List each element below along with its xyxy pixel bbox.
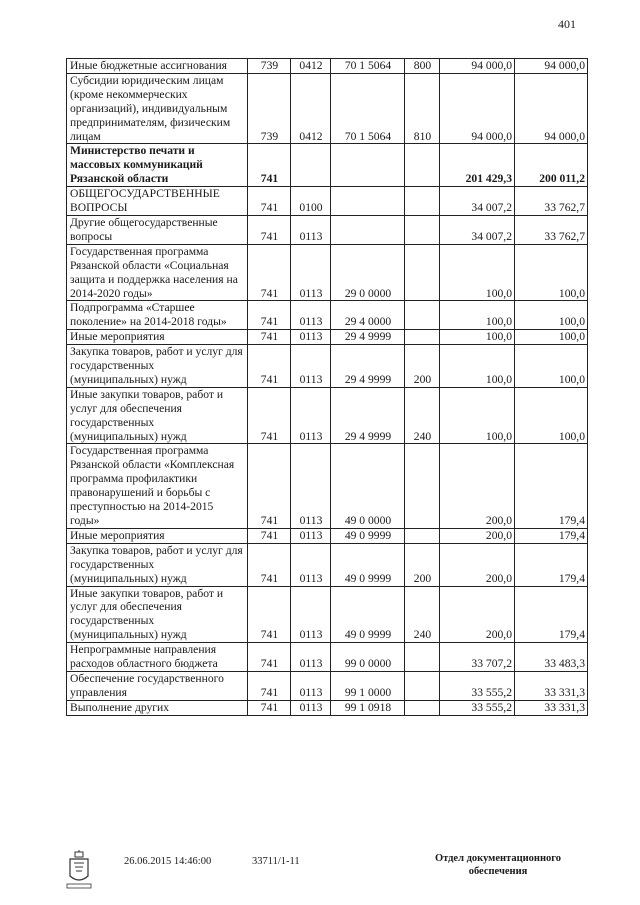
row-target-article: 49 0 0000: [331, 444, 405, 528]
row-amount-2: 33 483,3: [515, 643, 588, 672]
row-name: Закупка товаров, работ и услуг для государственных (муниципальных) нужд: [67, 543, 248, 586]
footer-document-code: 33711/1-11: [252, 856, 300, 867]
row-amount-2: 100,0: [515, 301, 588, 330]
row-name: Непрограммные направления расходов областного бюджета: [67, 643, 248, 672]
table-row: [67, 444, 588, 528]
row-amount-1: 100,0: [440, 330, 515, 345]
row-expense-type: [405, 528, 440, 543]
row-name: Выполнение других: [67, 700, 248, 715]
row-name: ОБЩЕГОСУДАРСТВЕННЫЕ ВОПРОСЫ: [67, 187, 248, 216]
row-amount-1: 100,0: [440, 244, 515, 301]
table-row: [67, 586, 588, 643]
table-row: [67, 543, 588, 586]
row-target-article: 29 4 9999: [331, 330, 405, 345]
row-target-article: 99 0 0000: [331, 643, 405, 672]
table-row: [67, 700, 588, 715]
row-expense-type: [405, 700, 440, 715]
row-ved: 741: [248, 187, 291, 216]
table-row: [67, 301, 588, 330]
coat-of-arms-icon: [66, 850, 92, 890]
row-name: Иные закупки товаров, работ и услуг для обеспечения государственных (муниципальных) нужд: [67, 387, 248, 444]
row-name: Обеспечение государственного управления: [67, 671, 248, 700]
row-target-article: 70 1 5064: [331, 59, 405, 74]
row-target-article: 29 0 0000: [331, 244, 405, 301]
row-section: 0113: [291, 244, 331, 301]
row-section: [291, 144, 331, 187]
row-amount-2: 100,0: [515, 330, 588, 345]
row-amount-1: 34 007,2: [440, 215, 515, 244]
row-ved: 741: [248, 700, 291, 715]
row-expense-type: [405, 330, 440, 345]
row-amount-1: 100,0: [440, 345, 515, 388]
row-ved: 741: [248, 444, 291, 528]
row-expense-type: [405, 244, 440, 301]
row-expense-type: [405, 671, 440, 700]
row-amount-1: 200,0: [440, 543, 515, 586]
row-amount-2: 179,4: [515, 528, 588, 543]
table-row: [67, 330, 588, 345]
row-section: 0412: [291, 59, 331, 74]
row-ved: 741: [248, 215, 291, 244]
row-amount-1: 34 007,2: [440, 187, 515, 216]
row-amount-1: 100,0: [440, 301, 515, 330]
row-amount-1: 200,0: [440, 444, 515, 528]
row-name: Закупка товаров, работ и услуг для государственных (муниципальных) нужд: [67, 345, 248, 388]
footer-date: 26.06.2015 14:46:00: [124, 856, 212, 867]
row-amount-2: 100,0: [515, 244, 588, 301]
table-row: [67, 215, 588, 244]
table-row: [67, 187, 588, 216]
row-name: Иные мероприятия: [67, 330, 248, 345]
row-target-article: 29 4 9999: [331, 345, 405, 388]
budget-table-body: [67, 59, 588, 716]
row-target-article: 99 1 0000: [331, 671, 405, 700]
row-expense-type: [405, 444, 440, 528]
row-section: 0412: [291, 73, 331, 144]
row-amount-1: 33 555,2: [440, 671, 515, 700]
row-amount-2: 100,0: [515, 345, 588, 388]
row-expense-type: [405, 144, 440, 187]
row-target-article: 70 1 5064: [331, 73, 405, 144]
row-amount-1: 94 000,0: [440, 59, 515, 74]
footer-department-line2: обеспечения: [468, 866, 528, 877]
row-ved: 741: [248, 330, 291, 345]
row-ved: 741: [248, 144, 291, 187]
row-expense-type: [405, 215, 440, 244]
table-row: [67, 387, 588, 444]
table-row: [67, 671, 588, 700]
row-ved: 741: [248, 671, 291, 700]
table-row: [67, 244, 588, 301]
row-target-article: [331, 144, 405, 187]
row-amount-1: 200,0: [440, 528, 515, 543]
row-expense-type: 240: [405, 586, 440, 643]
row-amount-2: 179,4: [515, 543, 588, 586]
row-amount-2: 179,4: [515, 586, 588, 643]
row-ved: 741: [248, 586, 291, 643]
row-amount-2: 179,4: [515, 444, 588, 528]
row-target-article: 49 0 9999: [331, 586, 405, 643]
row-amount-2: 200 011,2: [515, 144, 588, 187]
row-amount-1: 94 000,0: [440, 73, 515, 144]
row-target-article: 49 0 9999: [331, 528, 405, 543]
row-section: 0113: [291, 387, 331, 444]
page-footer: [0, 850, 640, 900]
row-amount-2: 33 762,7: [515, 215, 588, 244]
row-name: Государственная программа Рязанской области «Социальная защита и поддержка населения на 2014-2020 годы»: [67, 244, 248, 301]
row-section: 0113: [291, 330, 331, 345]
row-expense-type: [405, 643, 440, 672]
row-name: Другие общегосударственные вопросы: [67, 215, 248, 244]
row-section: 0113: [291, 586, 331, 643]
row-section: 0100: [291, 187, 331, 216]
row-section: 0113: [291, 671, 331, 700]
row-section: 0113: [291, 345, 331, 388]
table-row: [67, 144, 588, 187]
row-target-article: 49 0 9999: [331, 543, 405, 586]
row-section: 0113: [291, 444, 331, 528]
row-section: 0113: [291, 700, 331, 715]
row-section: 0113: [291, 215, 331, 244]
budget-table: [66, 58, 588, 716]
row-section: 0113: [291, 643, 331, 672]
row-section: 0113: [291, 543, 331, 586]
row-amount-1: 201 429,3: [440, 144, 515, 187]
row-amount-2: 33 331,3: [515, 671, 588, 700]
table-row: [67, 73, 588, 144]
table-row: [67, 528, 588, 543]
row-name: Иные закупки товаров, работ и услуг для обеспечения государственных (муниципальных) нужд: [67, 586, 248, 643]
page-number: 401: [558, 17, 576, 31]
row-expense-type: 810: [405, 73, 440, 144]
row-expense-type: [405, 187, 440, 216]
row-amount-2: 94 000,0: [515, 73, 588, 144]
row-ved: 739: [248, 73, 291, 144]
row-expense-type: 800: [405, 59, 440, 74]
row-name: Субсидии юридическим лицам (кроме некоммерческих организаций), индивидуальным предпринимателям, физическим лицам: [67, 73, 248, 144]
row-name: Иные мероприятия: [67, 528, 248, 543]
row-amount-2: 33 331,3: [515, 700, 588, 715]
row-expense-type: 240: [405, 387, 440, 444]
row-section: 0113: [291, 301, 331, 330]
row-name: Подпрограмма «Старшее поколение» на 2014-2018 годы»: [67, 301, 248, 330]
table-row: [67, 59, 588, 74]
row-amount-2: 33 762,7: [515, 187, 588, 216]
row-amount-1: 33 707,2: [440, 643, 515, 672]
row-target-article: 29 4 0000: [331, 301, 405, 330]
row-name: Министерство печати и массовых коммуникаций Рязанской области: [67, 144, 248, 187]
row-expense-type: 200: [405, 543, 440, 586]
row-ved: 741: [248, 643, 291, 672]
table-row: [67, 345, 588, 388]
row-target-article: 29 4 9999: [331, 387, 405, 444]
row-ved: 741: [248, 301, 291, 330]
row-amount-1: 33 555,2: [440, 700, 515, 715]
row-amount-1: 200,0: [440, 586, 515, 643]
row-ved: 741: [248, 543, 291, 586]
row-ved: 741: [248, 345, 291, 388]
footer-department-line1: Отдел документационного: [434, 853, 562, 864]
row-target-article: [331, 215, 405, 244]
row-expense-type: [405, 301, 440, 330]
row-amount-2: 100,0: [515, 387, 588, 444]
row-ved: 741: [248, 528, 291, 543]
row-ved: 741: [248, 244, 291, 301]
row-name: Государственная программа Рязанской области «Комплексная программа профилактики правонарушений и борьбы с преступностью на 2014-2015 годы»: [67, 444, 248, 528]
row-amount-1: 100,0: [440, 387, 515, 444]
row-expense-type: 200: [405, 345, 440, 388]
row-section: 0113: [291, 528, 331, 543]
row-ved: 741: [248, 387, 291, 444]
row-name: Иные бюджетные ассигнования: [67, 59, 248, 74]
row-target-article: 99 1 0918: [331, 700, 405, 715]
footer-department: [418, 852, 578, 878]
row-ved: 739: [248, 59, 291, 74]
table-row: [67, 643, 588, 672]
row-target-article: [331, 187, 405, 216]
row-amount-2: 94 000,0: [515, 59, 588, 74]
